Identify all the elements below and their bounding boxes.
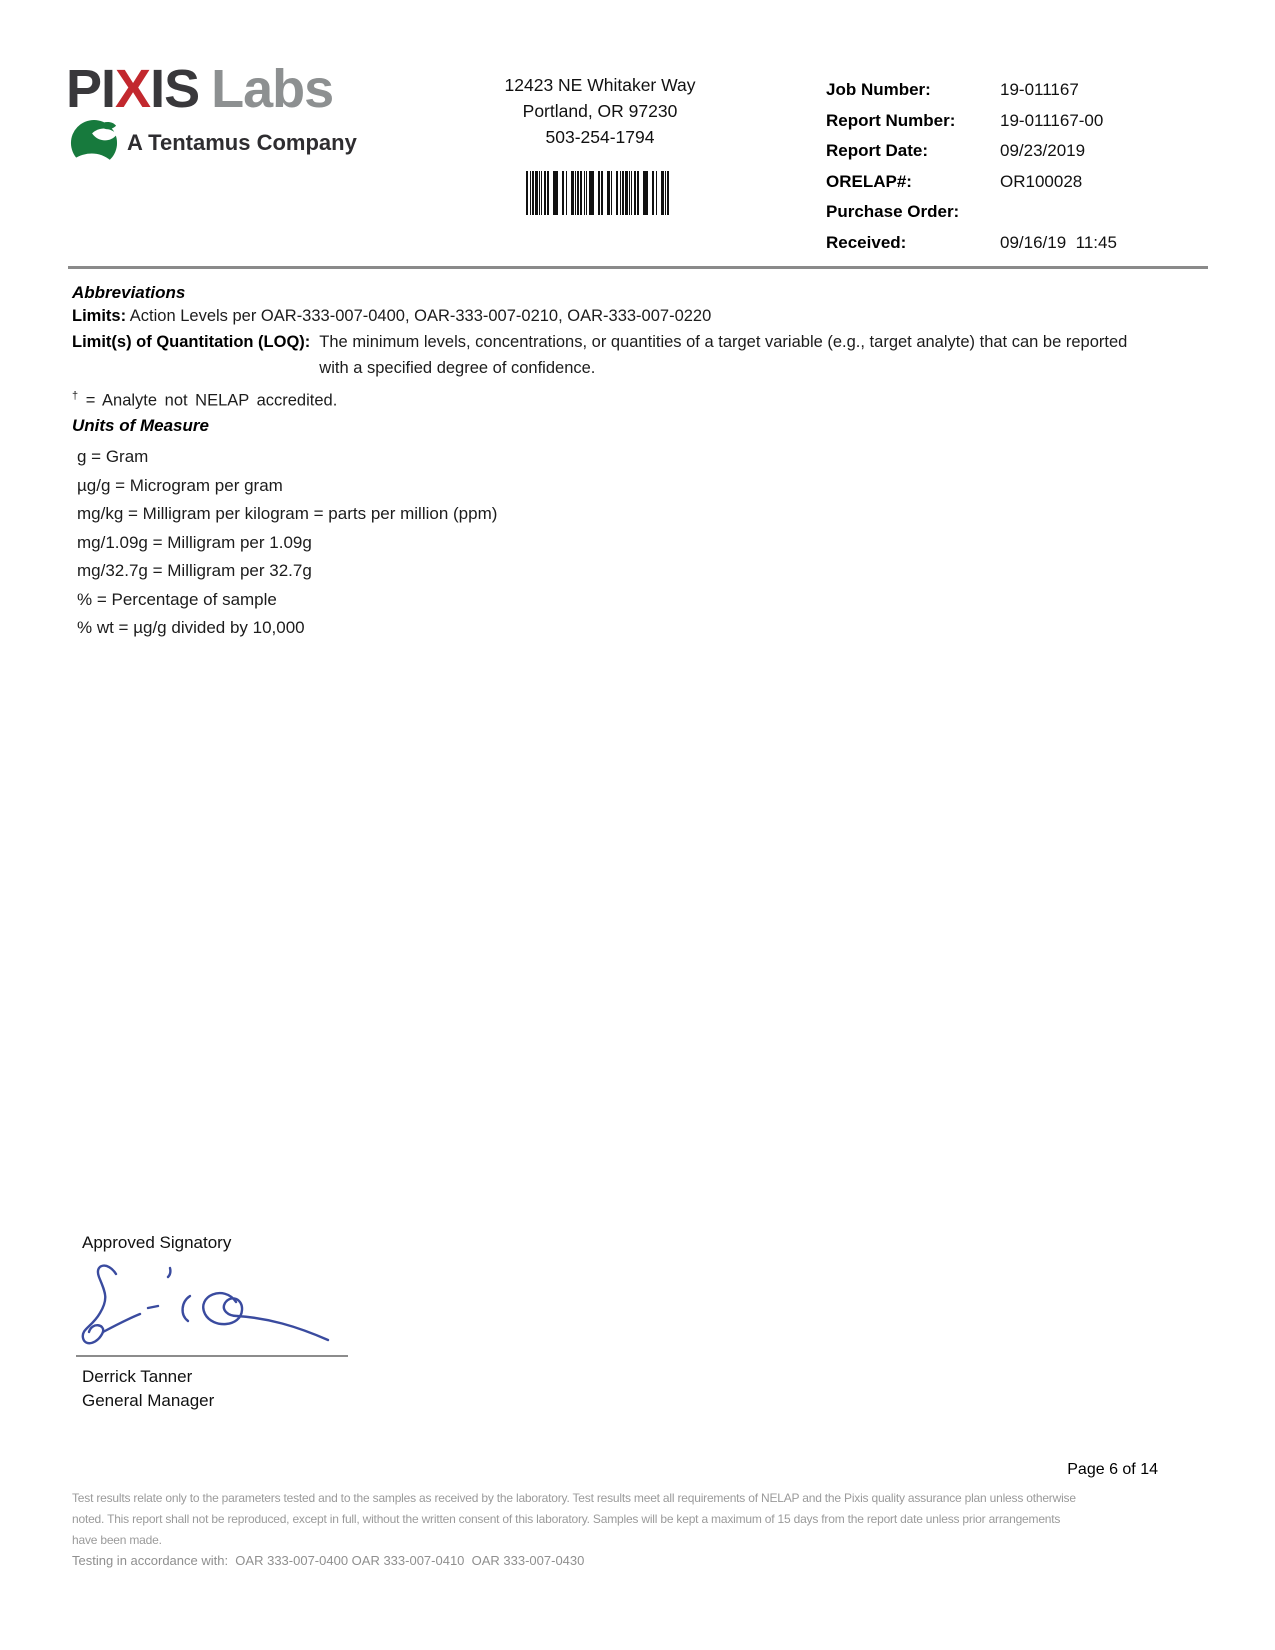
received-label: Received: (826, 232, 907, 252)
logo-text-is: IS (150, 59, 200, 119)
received-value: 09/16/19 11:45 (1000, 232, 1117, 252)
page-number: Page 6 of 14 (1067, 1461, 1158, 1478)
unit-item-mg-kg: mg/kg = Milligram per kilogram = parts per million (ppm) (77, 504, 498, 523)
purchase-order-label: Purchase Order: (826, 202, 960, 221)
unit-item-percent: % = Percentage of sample (77, 589, 277, 609)
unit-item-percent-wt: % wt = µg/g divided by 10,000 (77, 618, 305, 637)
unit-item-g: g = Gram (77, 447, 149, 466)
lab-address-line3: 503-254-1794 (545, 127, 655, 147)
header-divider (68, 266, 1208, 269)
signature-line (76, 1355, 348, 1357)
report-info-row (826, 233, 1117, 264)
limits-text: Action Levels per OAR-333-007-0400, OAR-333-007-0210, OAR-333-007-0220 (129, 307, 712, 325)
logo-tagline: A Tentamus Company (127, 130, 357, 155)
units-title: Units of Measure (72, 416, 209, 435)
report-info-block (826, 80, 1117, 263)
report-info-row (826, 111, 1117, 142)
signatory-identity (82, 1365, 214, 1412)
loq-label: Limit(s) of Quantitation (LOQ): (72, 333, 311, 351)
logo-tagline-row (70, 118, 357, 168)
report-date-label: Report Date: (826, 141, 929, 160)
barcode-image (526, 171, 670, 215)
abbreviations-title: Abbreviations (72, 283, 186, 302)
orelap-label: ORELAP#: (826, 171, 912, 191)
lab-address-line2: Portland, OR 97230 (522, 101, 678, 121)
lab-address-line1: 12423 NE Whitaker Way (504, 75, 696, 95)
report-info-row (826, 141, 1117, 172)
leaf-icon (70, 118, 118, 168)
report-number-value: 19-011167-00 (1000, 110, 1104, 130)
testing-accordance: Testing in accordance with: OAR 333-007-0400 OAR 333-007-0410 OAR 333-007-0430 (72, 1553, 585, 1568)
report-number-label: Report Number: (826, 110, 956, 130)
abbreviations-section (72, 283, 1150, 414)
limits-label: Limits: (72, 307, 127, 325)
loq-line (72, 329, 1150, 381)
job-number-label: Job Number: (826, 80, 931, 99)
report-date-value: 09/23/2019 (1000, 141, 1086, 160)
logo-text-labs: Labs (211, 59, 334, 119)
logo-text-pi: PI (66, 59, 116, 119)
unit-item-mg-32-7g: mg/32.7g = Milligram per 32.7g (77, 561, 312, 580)
unit-item-mg-1-09g: mg/1.09g = Milligram per 1.09g (77, 532, 312, 552)
unit-item-ug-g: µg/g = Microgram per gram (77, 475, 283, 495)
job-number-value: 19-011167 (1000, 80, 1079, 99)
report-info-row (826, 202, 1117, 233)
signatory-name: Derrick Tanner (82, 1367, 193, 1386)
loq-text: The minimum levels, concentrations, or quantities of a target variable (e.g., target analyte) that can be reported with a specified degree of confidence. (319, 333, 1128, 377)
pixis-labs-logo (66, 59, 357, 155)
lab-address (450, 72, 750, 150)
orelap-value: OR100028 (1000, 171, 1083, 191)
report-info-row (826, 172, 1117, 203)
units-of-measure-section (72, 416, 497, 643)
approved-signatory-label: Approved Signatory (82, 1233, 232, 1252)
logo-text-x: X (115, 59, 151, 119)
logo-wordmark (66, 59, 334, 119)
dagger-text: = Analyte not NELAP accredited. (85, 391, 338, 410)
signature-image (78, 1258, 346, 1354)
signatory-title: General Manager (82, 1390, 215, 1410)
dagger-note (72, 383, 1150, 414)
report-info-row (826, 80, 1117, 111)
dagger-symbol: † (72, 390, 79, 402)
limits-line (72, 303, 1150, 329)
footer-disclaimer: Test results relate only to the parameters tested and to the samples as received by the laboratory. Test results meet all requirements of NELAP and the Pixis quality assurance plan unless otherwise noted. This report shall not be reproduced, except in full, without the written consent of this laboratory. Samples will be kept a maximum of 15 days from the report date unless prior arrangements have been made. (72, 1491, 1076, 1547)
